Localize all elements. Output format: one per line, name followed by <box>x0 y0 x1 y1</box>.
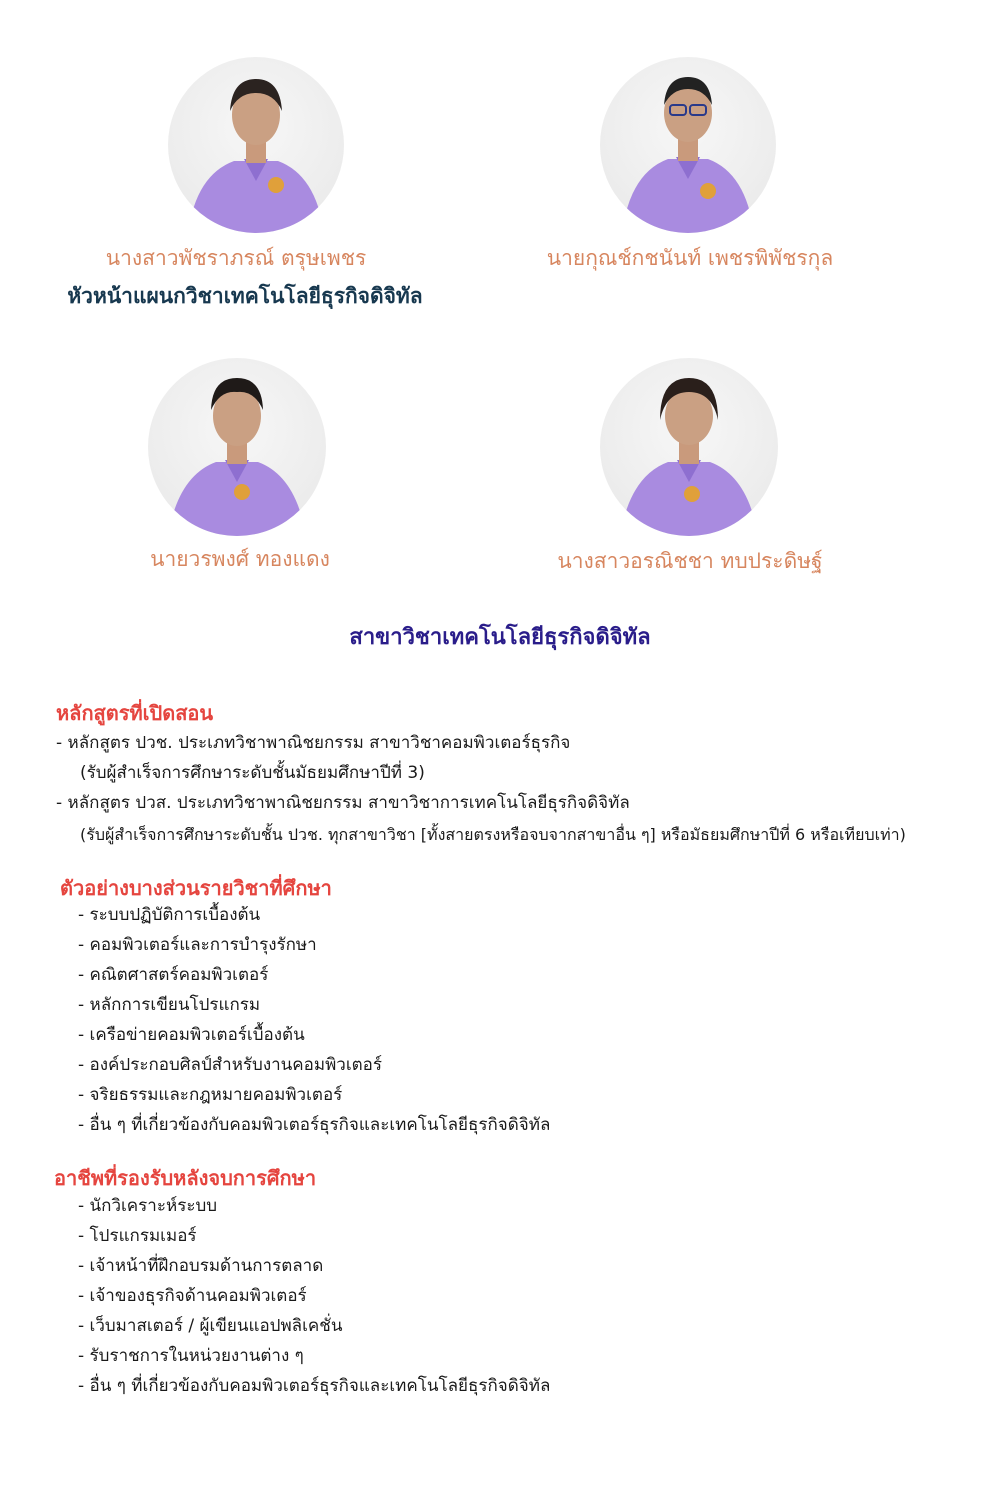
staff-photo-2 <box>600 57 776 233</box>
career-item: - เจ้าของธุรกิจด้านคอมพิวเตอร์ <box>78 1286 307 1306</box>
subject-item: - คณิตศาสตร์คอมพิวเตอร์ <box>78 965 269 985</box>
career-item: - รับราชการในหน่วยงานต่าง ๆ <box>78 1346 304 1366</box>
staff-photo-4 <box>600 358 778 536</box>
subject-item: - อื่น ๆ ที่เกี่ยวข้องกับคอมพิวเตอร์ธุรกิจและเทคโนโลยีธุรกิจดิจิทัล <box>78 1115 551 1135</box>
courses-heading: หลักสูตรที่เปิดสอน <box>56 701 214 725</box>
subject-item: - หลักการเขียนโปรแกรม <box>78 995 261 1015</box>
department-title: สาขาวิชาเทคโนโลยีธุรกิจดิจิทัล <box>349 625 651 650</box>
staff-photo-3 <box>148 358 326 536</box>
career-item: - เจ้าหน้าที่ฝึกอบรมด้านการตลาด <box>78 1256 324 1276</box>
staff-name-1: นางสาวพัชราภรณ์ ตรุษเพชร <box>105 246 367 270</box>
career-item: - โปรแกรมเมอร์ <box>78 1226 197 1246</box>
subject-item: - เครือข่ายคอมพิวเตอร์เบื้องต้น <box>78 1025 305 1045</box>
course-note-2: (รับผู้สำเร็จการศึกษาระดับชั้น ปวช. ทุกสาขาวิชา [ทั้งสายตรงหรือจบจากสาขาอื่น ๆ] หรือมัธยมศึกษาปีที่ 6 หรือเทียบเท่า) <box>80 825 906 844</box>
subject-item: - องค์ประกอบศิลป์สำหรับงานคอมพิวเตอร์ <box>78 1055 383 1075</box>
careers-heading: อาชีพที่รองรับหลังจบการศึกษา <box>54 1166 317 1190</box>
career-item: - อื่น ๆ ที่เกี่ยวข้องกับคอมพิวเตอร์ธุรกิจและเทคโนโลยีธุรกิจดิจิทัล <box>78 1376 551 1396</box>
course-note-1: (รับผู้สำเร็จการศึกษาระดับชั้นมัธยมศึกษาปีที่ 3) <box>80 763 425 783</box>
subject-item: - ระบบปฏิบัติการเบื้องต้น <box>78 905 261 925</box>
staff-name-2: นายกุณช์กชนันท์ เพชรพิพัชรกุล <box>546 246 834 270</box>
subject-item: - คอมพิวเตอร์และการบำรุงรักษา <box>78 935 317 955</box>
staff-name-3: นายวรพงศ์ ทองแดง <box>150 547 330 571</box>
course-item-2: - หลักสูตร ปวส. ประเภทวิชาพาณิชยกรรม สาขาวิชาการเทคโนโลยีธุรกิจดิจิทัล <box>56 793 630 813</box>
staff-name-4: นางสาวอรณิชชา ทบประดิษฐ์ <box>557 549 823 573</box>
subjects-heading: ตัวอย่างบางส่วนรายวิชาที่ศึกษา <box>60 876 332 900</box>
course-item-1: - หลักสูตร ปวช. ประเภทวิชาพาณิชยกรรม สาขาวิชาคอมพิวเตอร์ธุรกิจ <box>56 733 571 753</box>
subject-item: - จริยธรรมและกฎหมายคอมพิวเตอร์ <box>78 1085 343 1105</box>
staff-photo-1 <box>168 57 344 233</box>
career-item: - เว็บมาสเตอร์ / ผู้เขียนแอปพลิเคชั่น <box>78 1316 343 1336</box>
career-item: - นักวิเคราะห์ระบบ <box>78 1196 218 1216</box>
staff-role-1: หัวหน้าแผนกวิชาเทคโนโลยีธุรกิจดิจิทัล <box>67 284 423 308</box>
